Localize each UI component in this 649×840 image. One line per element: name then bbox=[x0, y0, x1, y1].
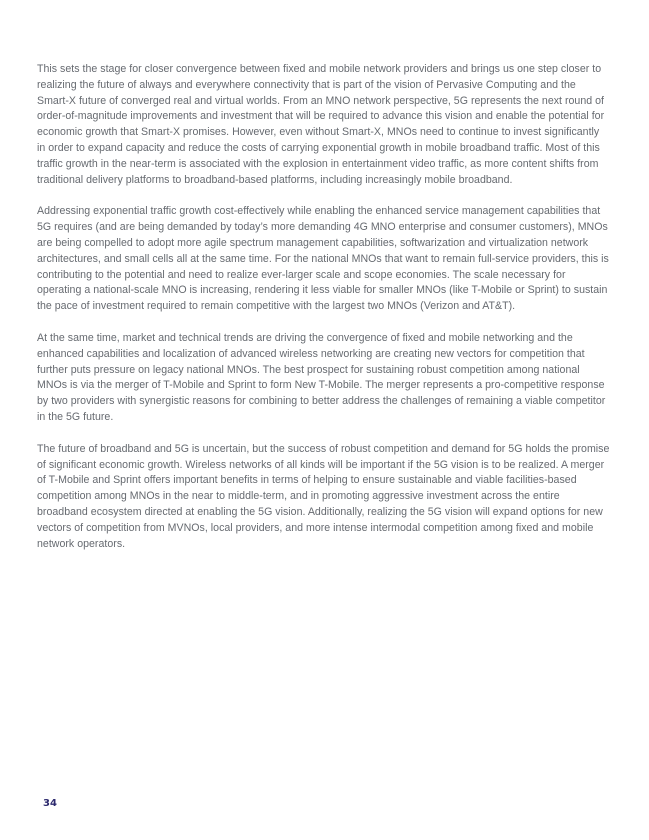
paragraph-2: Addressing exponential traffic growth cost-effectively while enabling the enhanced service management capabilities that 5G requires (and are being demanded by today’s more demanding 4G MNO enterprise and consumer customers), MNOs are being compelled to adopt more agile spectrum management capabilities, softwarization and virtualization network architectures, and small cells all at the same time. For the national MNOs that want to remain full-service providers, this is contributing to the potential and need to realize ever-larger scale and scope economies. The scale necessary for operating a national-scale MNO is increasing, rendering it less viable for smaller MNOs (like T-Mobile or Sprint) to sustain the pace of investment required to remain competitive with the largest two MNOs (Verizon and AT&T). bbox=[37, 205, 609, 313]
paragraph-4: The future of broadband and 5G is uncertain, but the success of robust competition and demand for 5G holds the promise of significant economic growth. Wireless networks of all kinds will be important if the 5G vision is to be realized. A merger of T-Mobile and Sprint offers important benefits in terms of helping to ensure sustainable and viable facilities-based competition among MNOs in the near to middle-term, and in promoting aggressive investment across the entire broadband ecosystem directed at enabling the 5G vision. Additionally, realizing the 5G vision will expand options for new vectors of competition from MVNOs, local providers, and more intense intermodal competition among fixed and mobile network operators. bbox=[37, 442, 610, 550]
page-number: 34 bbox=[43, 798, 57, 809]
paragraph-1: This sets the stage for closer convergence between fixed and mobile network providers and brings us one step closer to realizing the future of always and everywhere connectivity that is part of the vision of Pervasive Computing and the Smart-X future of converged real and virtual worlds. From an MNO network perspective, 5G represents the next round of order-of-magnitude improvements and investment that will be required to advance this vision and enable the potential for economic growth that Smart-X promises. However, even without Smart-X, MNOs need to continue to invest significantly in order to expand capacity and reduce the costs of carrying exponential growth in mobile broadband traffic. Most of this traffic growth in the near-term is associated with the explosion in entertainment video traffic, as more content shifts from traditional delivery platforms to broadband-based platforms, including increasingly mobile broadband. bbox=[37, 63, 605, 186]
body-text bbox=[37, 62, 610, 568]
paragraph-3: At the same time, market and technical trends are driving the convergence of fixed and mobile networking and the enhanced capabilities and localization of advanced wireless networking are creating new vectors for competition that further puts pressure on legacy national MNOs. The best prospect for sustaining robust competition among national MNOs is via the merger of T-Mobile and Sprint to form New T-Mobile. The merger represents a pro-competitive response by two providers with synergistic reasons for combining to better address the challenges of remaining a viable competitor in the 5G future. bbox=[37, 331, 606, 423]
